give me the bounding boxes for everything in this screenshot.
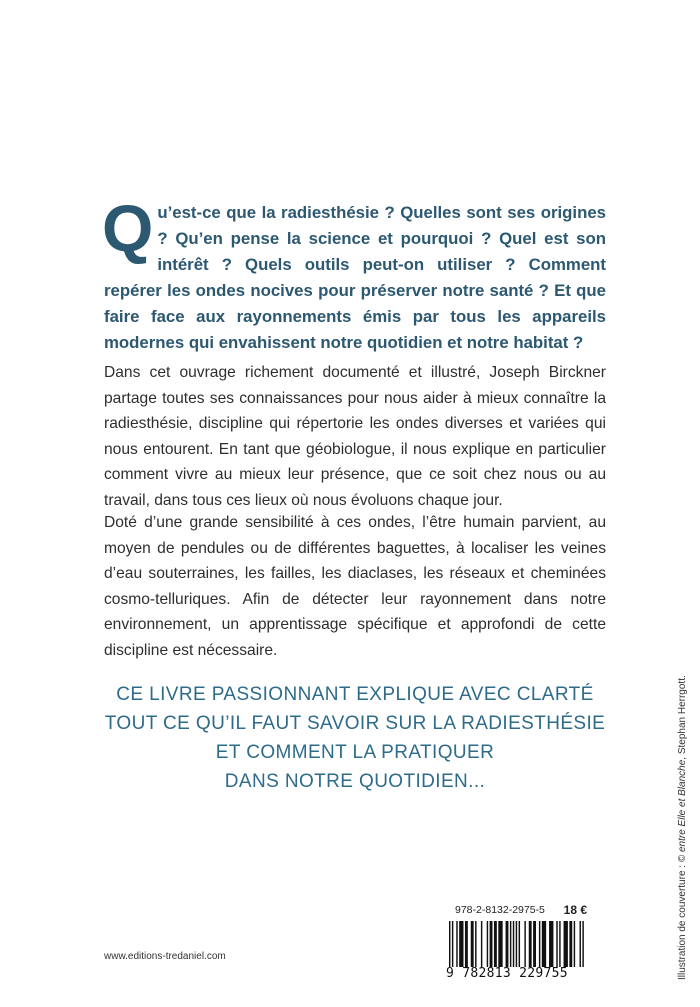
barcode-bar <box>559 921 560 967</box>
barcode-digits: 9 782813 229755 <box>446 966 568 981</box>
publisher-website: www.editions-tredaniel.com <box>104 951 226 962</box>
barcode-bar <box>533 921 536 967</box>
barcode-bar <box>456 921 457 967</box>
barcode-bar <box>459 921 463 967</box>
barcode-bar <box>487 921 488 967</box>
barcode-bar <box>539 921 540 967</box>
barcode-bar <box>475 921 476 967</box>
barcode-bar <box>498 921 502 967</box>
barcode-bar <box>519 921 520 967</box>
barcode-bar <box>471 921 474 967</box>
price: 18 € <box>563 903 587 917</box>
barcode-bar <box>506 921 509 967</box>
barcode-bar <box>452 921 453 967</box>
barcode-bar <box>549 921 553 967</box>
intro-text: u’est-ce que la radiesthésie ? Quelles sont ses origines ? Qu’en pense la science et pourquoi ? Quel est son intérêt ? Quels outils peut-on utiliser ? Comment repérer les ondes nocives pour préserver notre santé ? Et que faire face aux rayonnements émis par tous les appareils modernes qui envahissent notre quotidien et notre habitat ? <box>104 203 606 352</box>
barcode-bar <box>510 921 511 967</box>
barcode-bar <box>524 921 525 967</box>
tagline-line-4: DANS NOTRE QUOTIDIEN... <box>224 771 486 792</box>
body-paragraph-2: Doté d’une grande sensibilité à ces ondes, l’être humain parvient, au moyen de pendules ou de différentes baguettes, à localiser les veines d’eau souterraines, les failles, les diaclases, les réseaux et cheminées cosmo-telluriques. Afin de détecter leur rayonnement dans notre environnement, un apprentissage spécifique et approfondi de cette discipline est nécessaire. <box>104 514 606 659</box>
isbn: 978-2-8132-2975-5 <box>455 904 545 916</box>
barcode-bar <box>542 921 546 967</box>
tagline-line-3: ET COMMENT LA PRATIQUER <box>215 742 495 763</box>
barcode-bar <box>449 921 450 967</box>
barcode-bar <box>569 921 572 967</box>
barcode <box>447 921 589 967</box>
barcode-bar <box>513 921 514 967</box>
body-paragraph-1: Dans cet ouvrage richement documenté et illustré, Joseph Birckner partage toutes ses connaissances pour nous aider à mieux connaître la radiesthésie, discipline qui répertorie les ondes diverses et variées qui nous entourent. En tant que géobiologue, il nous explique en particulier comment vivre au mieux leur présence, que ce soit chez nous ou au travail, dans tous ces lieux où nous évoluons chaque jour. <box>104 364 606 509</box>
barcode-bar <box>490 921 493 967</box>
tagline <box>104 680 606 796</box>
barcode-bar <box>494 921 497 967</box>
barcode-bar <box>580 921 581 967</box>
illustration-credit <box>677 675 688 980</box>
credit-prefix: Illustration de couverture : © <box>677 852 688 980</box>
barcode-bar <box>574 921 575 967</box>
barcode-bar <box>564 921 568 967</box>
intro-paragraph <box>102 191 606 356</box>
barcode-bar <box>516 921 517 967</box>
credit-suffix: , Stephan Herrgott. <box>677 675 688 760</box>
barcode-bar <box>556 921 557 967</box>
credit-italic: entre Elle et Blanche <box>677 759 688 853</box>
drop-cap: Q <box>102 191 154 265</box>
tagline-line-1: CE LIVRE PASSIONNANT EXPLIQUE AVEC CLARTÉ <box>116 684 594 705</box>
barcode-bar <box>582 921 583 967</box>
barcode-bar <box>481 921 482 967</box>
barcode-bar <box>529 921 532 967</box>
tagline-line-2: TOUT CE QU’IL FAUT SAVOIR SUR LA RADIESTHÉSIE <box>104 713 606 734</box>
isbn-price-row <box>455 904 587 916</box>
barcode-bar <box>465 921 468 967</box>
